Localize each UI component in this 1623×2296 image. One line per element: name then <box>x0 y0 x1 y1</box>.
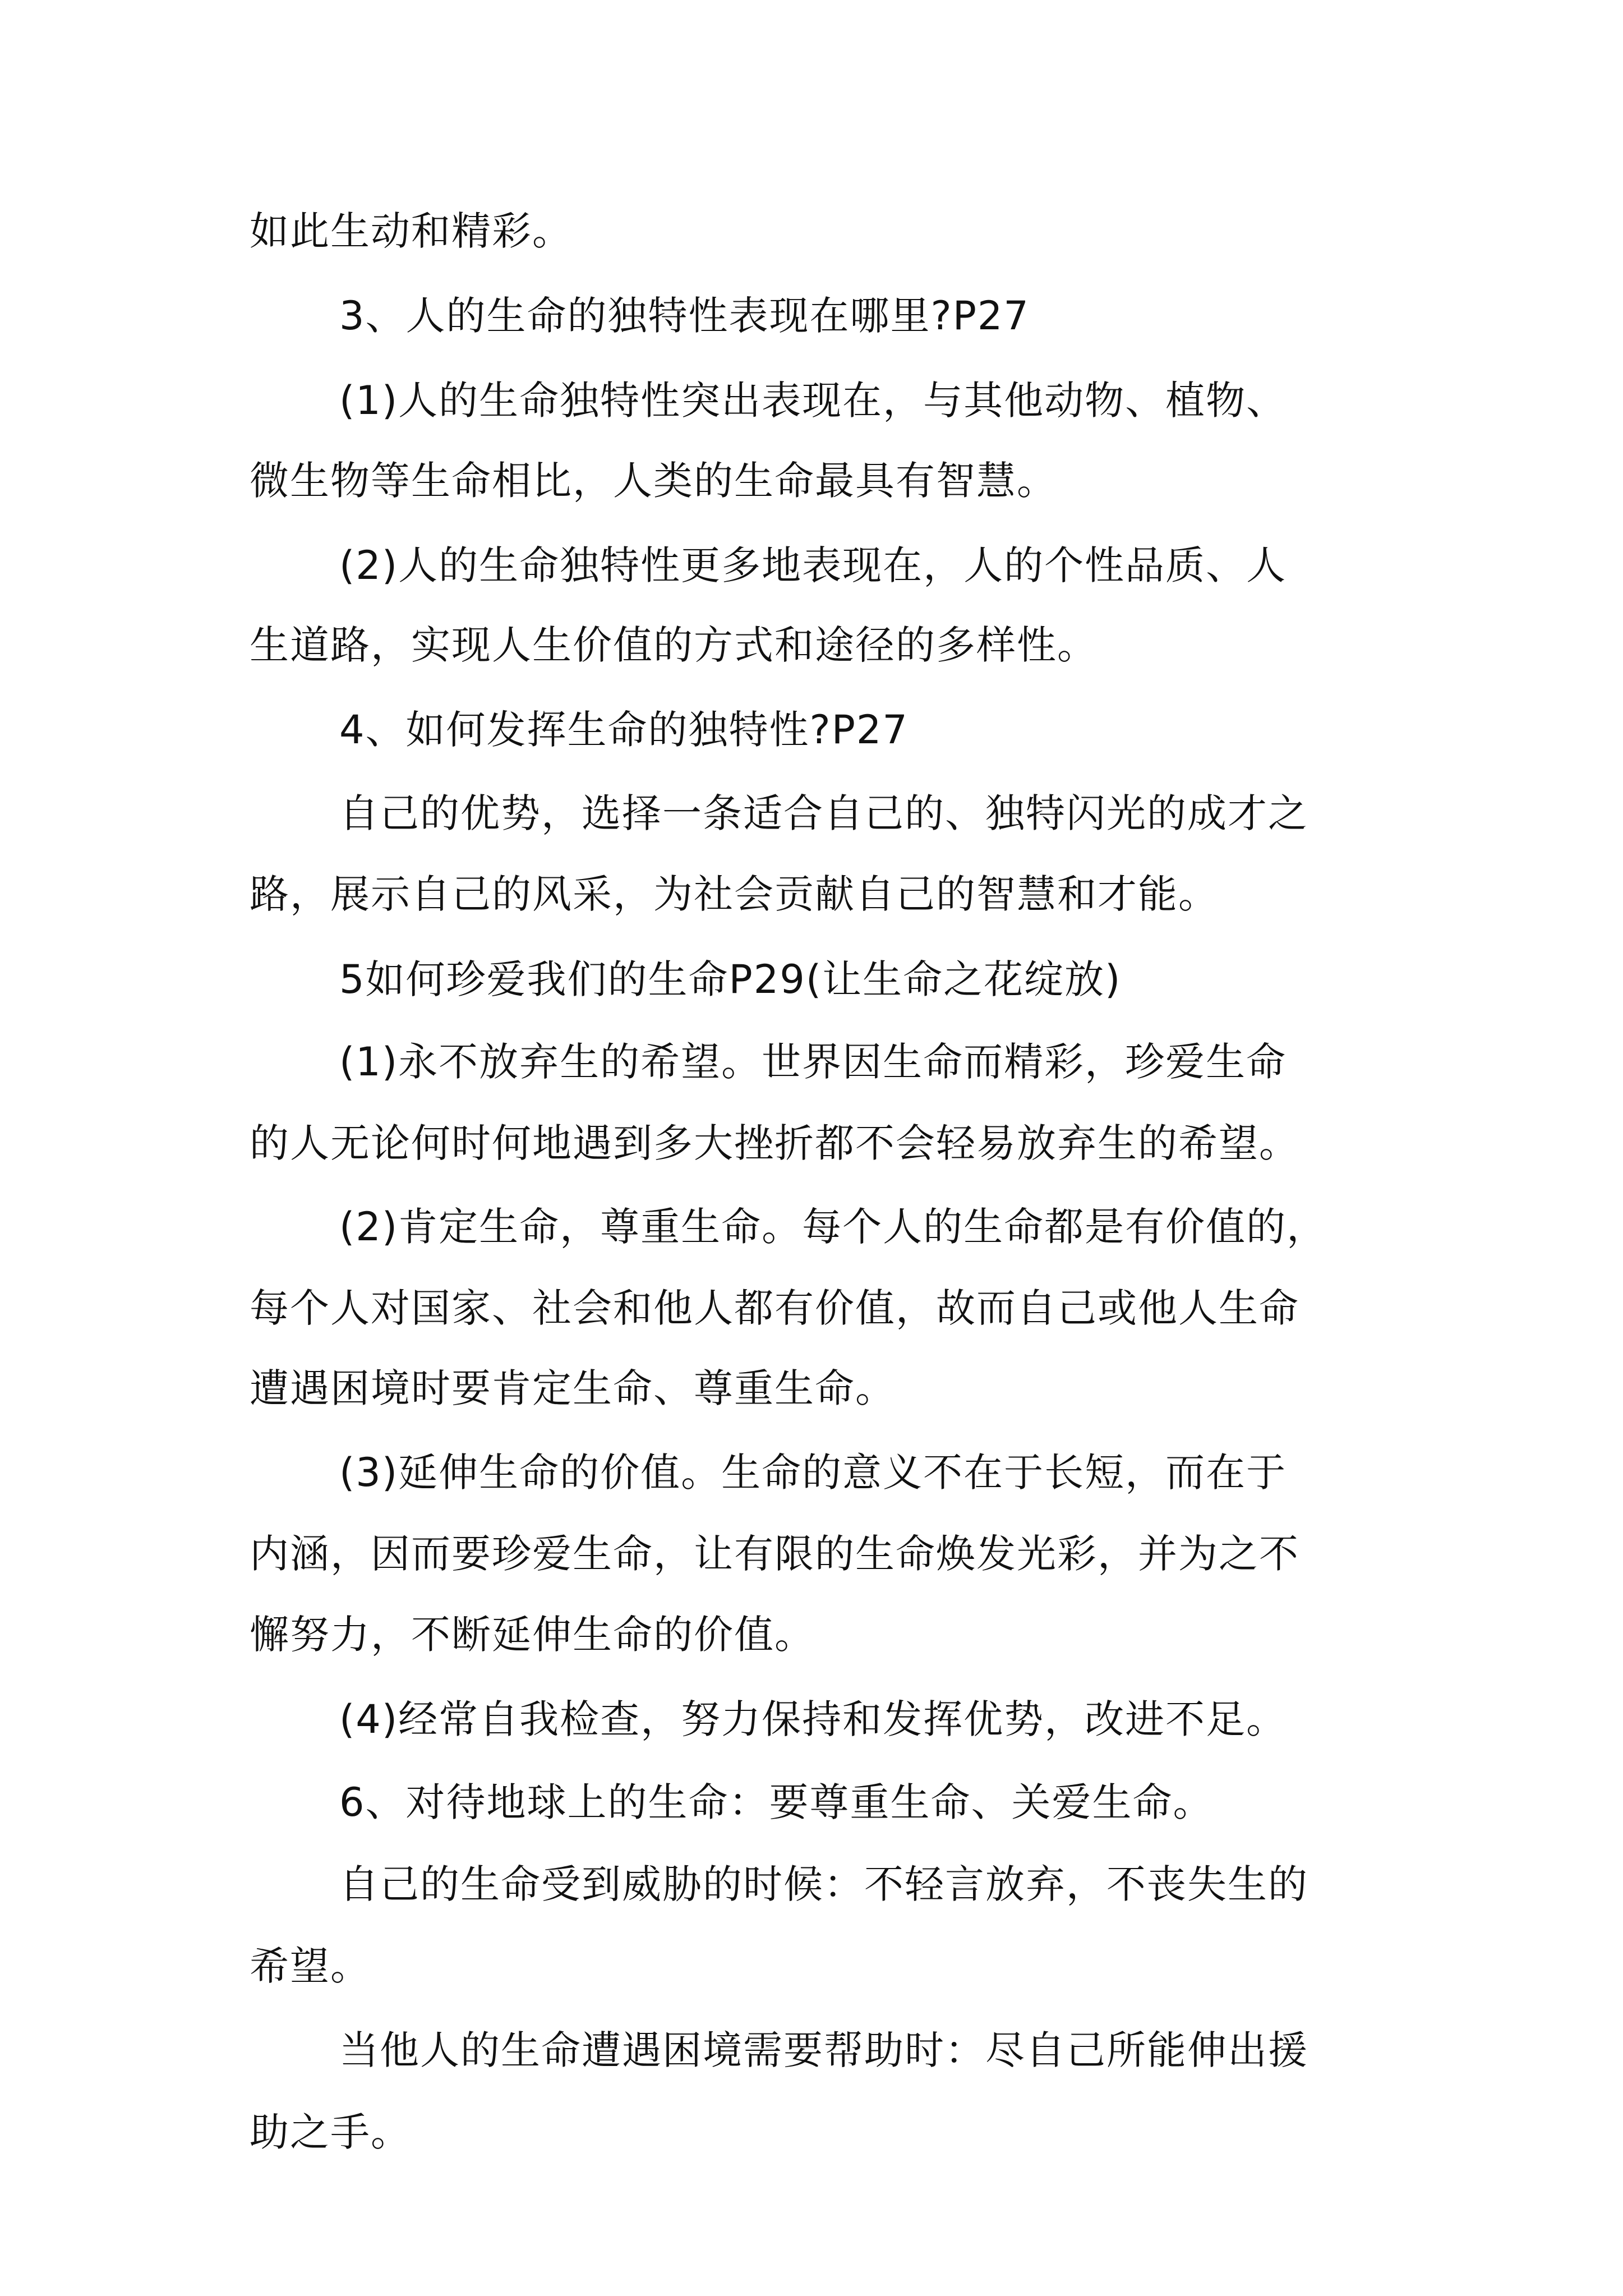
text-line: 助之手。 <box>250 2109 411 2155</box>
text-line: 自己的优势，选择一条适合自己的、独特闪光的成才之 <box>339 790 1308 836</box>
text-line: 遭遇困境时要肯定生命、尊重生命。 <box>250 1365 896 1411</box>
text-line: 内涵，因而要珍爱生命，让有限的生命焕发光彩，并为之不 <box>250 1531 1299 1577</box>
text-line: 6、对待地球上的生命：要尊重生命、关爱生命。 <box>339 1779 1214 1825</box>
text-line: 生道路，实现人生价值的方式和途径的多样性。 <box>250 622 1098 668</box>
text-line: 4、如何发挥生命的独特性?P27 <box>339 707 909 753</box>
text-line: 希望。 <box>250 1943 371 1989</box>
text-line: (2)人的生命独特性更多地表现在，人的个性品质、人 <box>339 542 1287 588</box>
text-line: 路，展示自己的风采，为社会贡献自己的智慧和才能。 <box>250 871 1219 917</box>
text-line: 懈努力，不断延伸生命的价值。 <box>250 1612 815 1658</box>
text-line: 微生物等生命相比，人类的生命最具有智慧。 <box>250 458 1057 504</box>
text-line: 5如何珍爱我们的生命P29(让生命之花绽放) <box>339 956 1122 1002</box>
text-line: 3、人的生命的独特性表现在哪里?P27 <box>339 293 1030 339</box>
text-line: 每个人对国家、社会和他人都有价值，故而自己或他人生命 <box>250 1285 1299 1331</box>
text-line: 的人无论何时何地遇到多大挫折都不会轻易放弃生的希望。 <box>250 1120 1299 1166</box>
text-line: 如此生动和精彩。 <box>250 208 573 254</box>
text-line: (4)经常自我检查，努力保持和发挥优势，改进不足。 <box>339 1696 1287 1742</box>
text-line: (1)永不放弃生的希望。世界因生命而精彩，珍爱生命 <box>339 1039 1287 1085</box>
text-line: (3)延伸生命的价值。生命的意义不在于长短，而在于 <box>339 1450 1287 1496</box>
text-line: (2)肯定生命，尊重生命。每个人的生命都是有价值的， <box>339 1204 1327 1250</box>
text-line: 当他人的生命遭遇困境需要帮助时：尽自己所能伸出援 <box>339 2027 1308 2073</box>
text-line: 自己的生命受到威胁的时候：不轻言放弃，不丧失生的 <box>339 1861 1308 1907</box>
text-line: (1)人的生命独特性突出表现在，与其他动物、植物、 <box>339 378 1287 424</box>
